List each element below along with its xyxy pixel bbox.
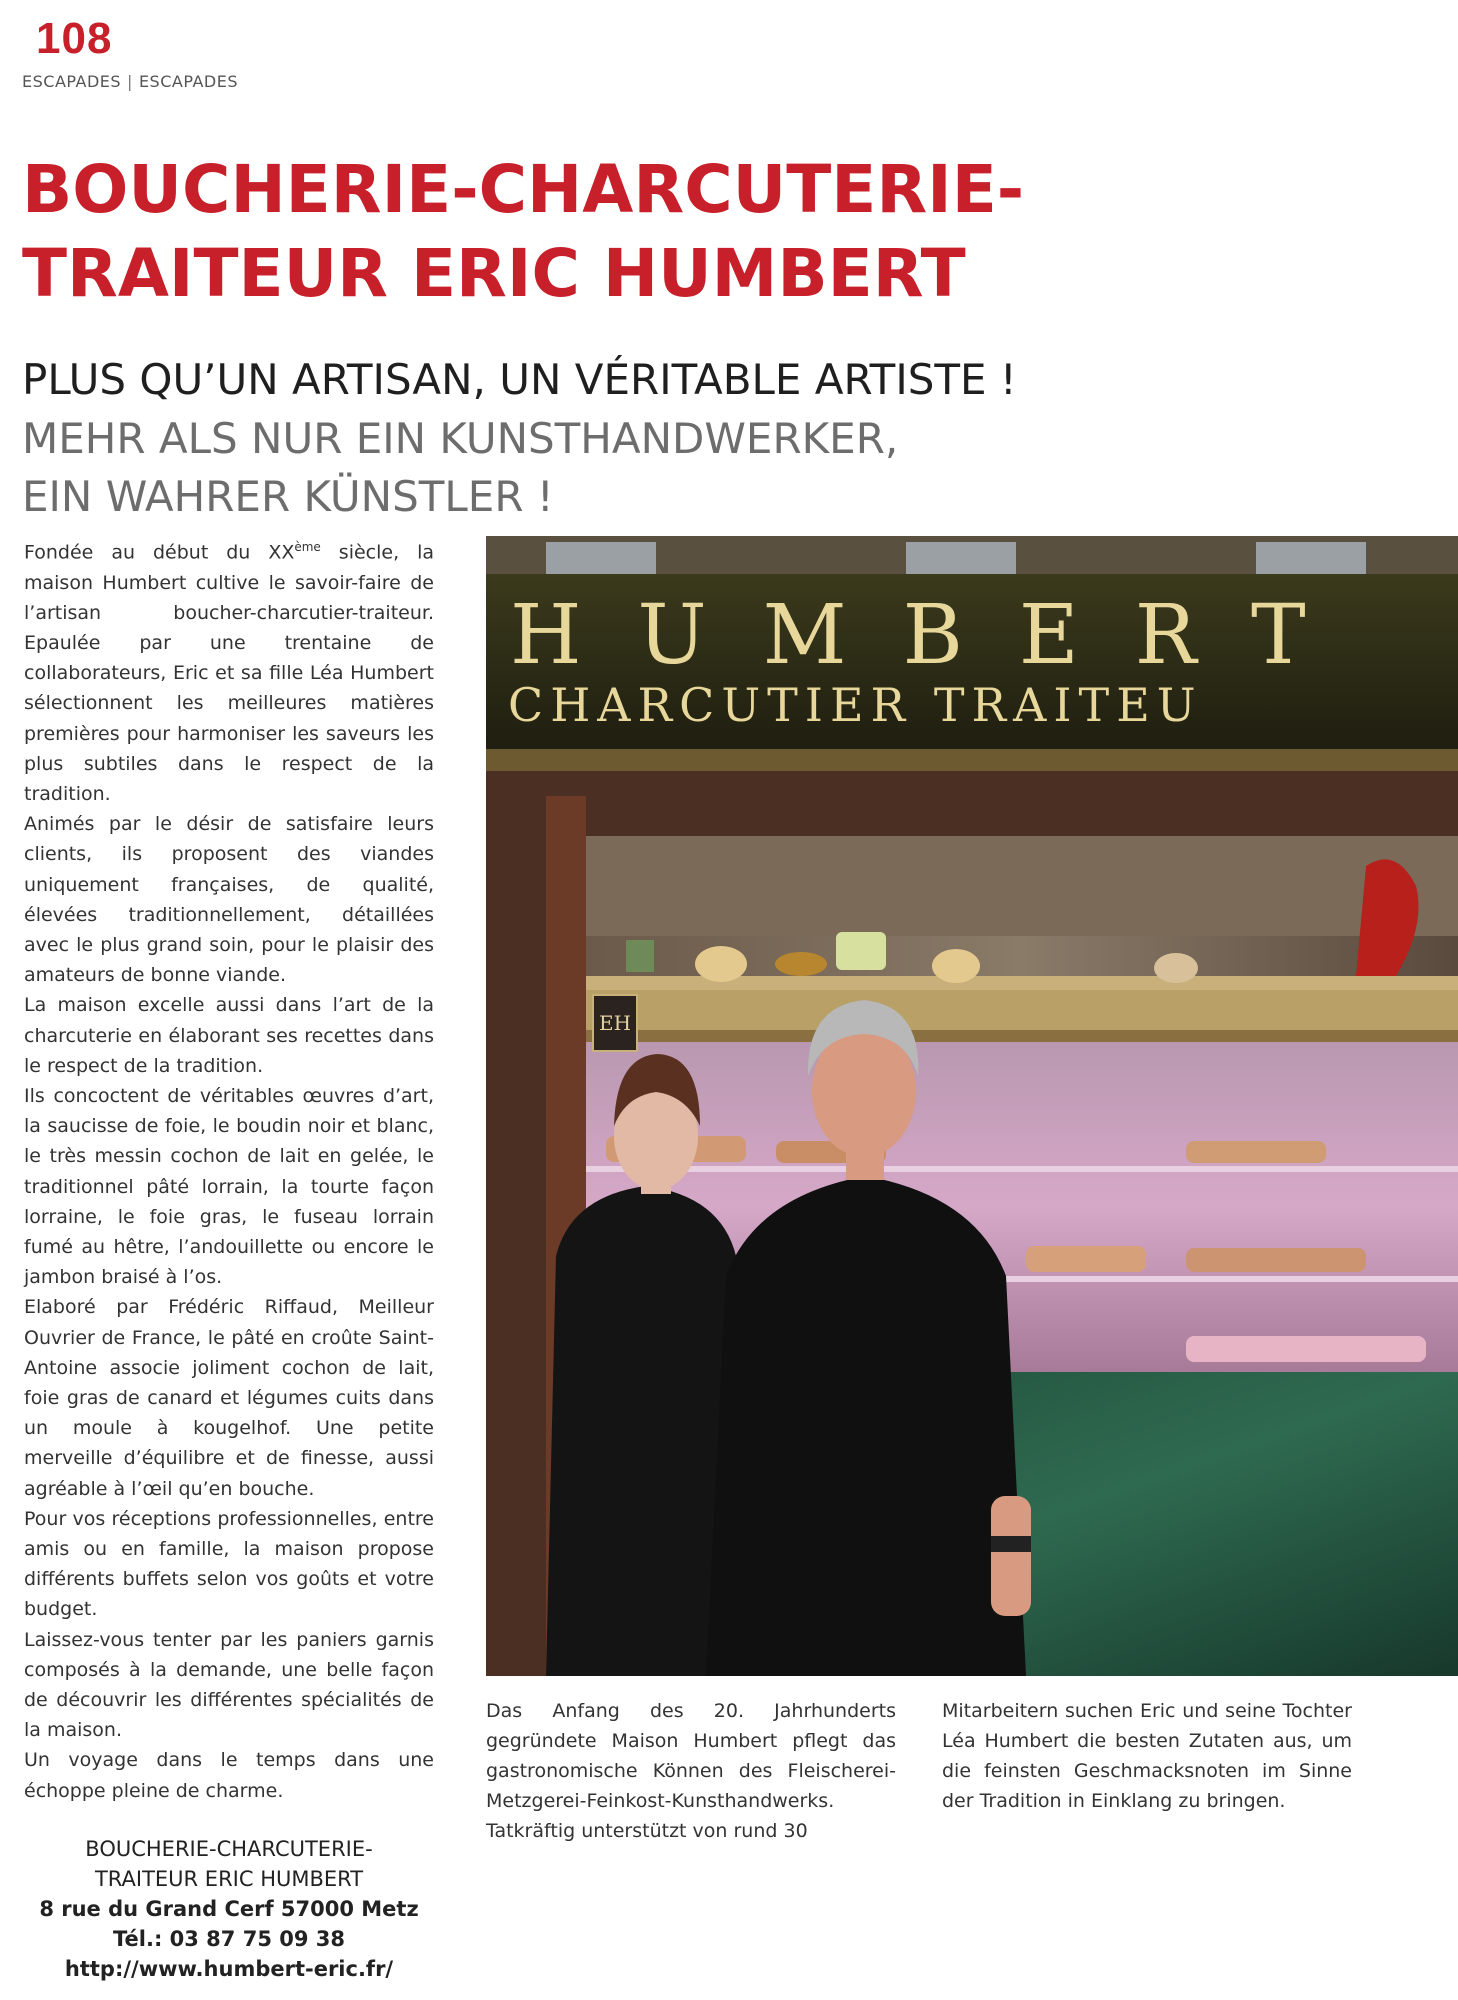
- woman-neck: [641, 1176, 671, 1194]
- man-arm: [991, 1496, 1031, 1616]
- case-shelf: [586, 1166, 1458, 1172]
- body-paragraph: Elaboré par Frédéric Riffaud, Meilleur Ouvrier de France, le pâté en croûte Saint-Antoine associe joliment cochon de lait, foie gras de canard et légumes cuits dans un moule à kougelhof. Une petite merveille d’équilibre et de finesse, aussi agréable à l’œil qu’en bouche.: [24, 1296, 434, 1500]
- website-link[interactable]: http://www.humbert-eric.fr/: [64, 1957, 394, 1981]
- section-label: [22, 72, 238, 91]
- man-figure: [706, 1176, 1026, 1676]
- frieze-trim: [586, 1030, 1458, 1042]
- article-title-line2: TRAITEUR ERIC HUMBERT: [22, 235, 966, 312]
- man-neck: [846, 1146, 884, 1180]
- wristwatch: [991, 1536, 1031, 1552]
- section-separator: |: [127, 72, 133, 91]
- business-name-line2: TRAITEUR ERIC HUMBERT: [94, 1867, 364, 1891]
- body-text-french: [24, 532, 434, 1806]
- body-paragraph: Ils concoctent de véritables œuvres d’art, la saucisse de foie, le boudin noir et blanc, le très messin cochon de lait en gelée, le traditionnel pâté lorrain, la tourte façon lorraine, le foie gras, le fuseau lorrain fumé au hêtre, l’andouillette ou encore le jambon braisé à l’os.: [24, 1084, 434, 1289]
- body-text: Fondée au début du XX: [24, 541, 295, 564]
- upper-window: [546, 542, 656, 578]
- body-paragraph: La maison excelle aussi dans l’art de la charcuterie en élaborant ses recettes dans le respect de la tradition.: [24, 994, 434, 1077]
- window-reflection: [586, 836, 1458, 936]
- meat-tray: [1186, 1336, 1426, 1362]
- body-paragraph: [24, 532, 434, 809]
- pig-figurine: [1154, 953, 1198, 983]
- subtitle-french: PLUS QU’UN ARTISAN, UN VÉRITABLE ARTISTE !: [22, 355, 1017, 404]
- tile-frieze: [586, 990, 1458, 1030]
- section-label-fr: ESCAPADES: [22, 72, 122, 91]
- pig-figurine: [932, 949, 980, 983]
- article-title: [22, 148, 1024, 316]
- body-paragraph: Pour vos réceptions professionnelles, entre amis ou en famille, la maison propose différents buffets selon vos goûts et votre budget.: [24, 1507, 434, 1621]
- article-title-line1: BOUCHERIE-CHARCUTERIE-: [22, 151, 1025, 228]
- shop-monogram: EH: [592, 994, 638, 1052]
- body-text: siècle, la maison Humbert cultive le savoir-faire de l’artisan boucher-charcutier-traiteur. Epaulée par une trentaine de collaborateurs, Eric et sa fille Léa Humbert sélectionnent les meilleures matières premières pour harmoniser les saveurs les plus subtiles dans le respect de la tradition.: [24, 541, 435, 805]
- shop-sign-name: HUMBERT: [510, 588, 1362, 683]
- body-paragraph: Animés par le désir de satisfaire leurs clients, ils proposent des viandes uniquement françaises, de qualité, élevées traditionnellement, détaillées avec le plus grand soin, pour le plaisir des amateurs de bonne viande.: [24, 813, 434, 987]
- glass-jar: [836, 932, 886, 970]
- subtitle-german: [22, 410, 898, 526]
- upper-window: [1256, 542, 1366, 578]
- century-superscript: ème: [294, 540, 321, 554]
- shopfront-photo: [486, 536, 1458, 1676]
- shop-sign-subtitle: CHARCUTIER TRAITEU: [508, 678, 1203, 732]
- body-paragraph: Laissez-vous tenter par les paniers garnis composés à la demande, une belle façon de découvrir les différentes spécialités de la maison.: [24, 1628, 434, 1742]
- caption-german-left: Das Anfang des 20. Jahrhunderts gegründete Maison Humbert pflegt das gastronomische Können des Fleischerei-Metzgerei-Feinkost-Kunsthandwerks. Tatkräftig unterstützt von rund 30: [486, 1700, 896, 1842]
- street-address: 8 rue du Grand Cerf 57000 Metz: [39, 1897, 419, 1921]
- pig-figurine: [695, 946, 747, 982]
- body-paragraph: Un voyage dans le temps dans une échoppe pleine de charme.: [24, 1749, 434, 1802]
- business-name-line1: BOUCHERIE-CHARCUTERIE-: [85, 1837, 373, 1861]
- vase: [626, 940, 654, 972]
- sign-trim: [486, 749, 1458, 771]
- caption-german-right: Mitarbeitern suchen Eric und seine Tochter Léa Humbert die besten Zutaten aus, um die feinsten Geschmacksnoten im Sinne der Tradition in Einklang zu bringen.: [942, 1700, 1352, 1812]
- contact-block: [24, 1834, 434, 1984]
- subtitle-german-line2: EIN WAHRER KÜNSTLER !: [22, 472, 554, 521]
- section-label-de: ESCAPADES: [138, 72, 238, 91]
- hanging-lamp: [775, 952, 827, 976]
- terrine: [1186, 1248, 1366, 1272]
- phone-number: Tél.: 03 87 75 09 38: [112, 1927, 346, 1951]
- subtitle-german-line1: MEHR ALS NUR EIN KUNSTHANDWERKER,: [22, 414, 899, 463]
- upper-window: [906, 542, 1016, 578]
- page-number: 108: [36, 14, 113, 63]
- terrine: [1186, 1141, 1326, 1163]
- terrine: [1026, 1246, 1146, 1272]
